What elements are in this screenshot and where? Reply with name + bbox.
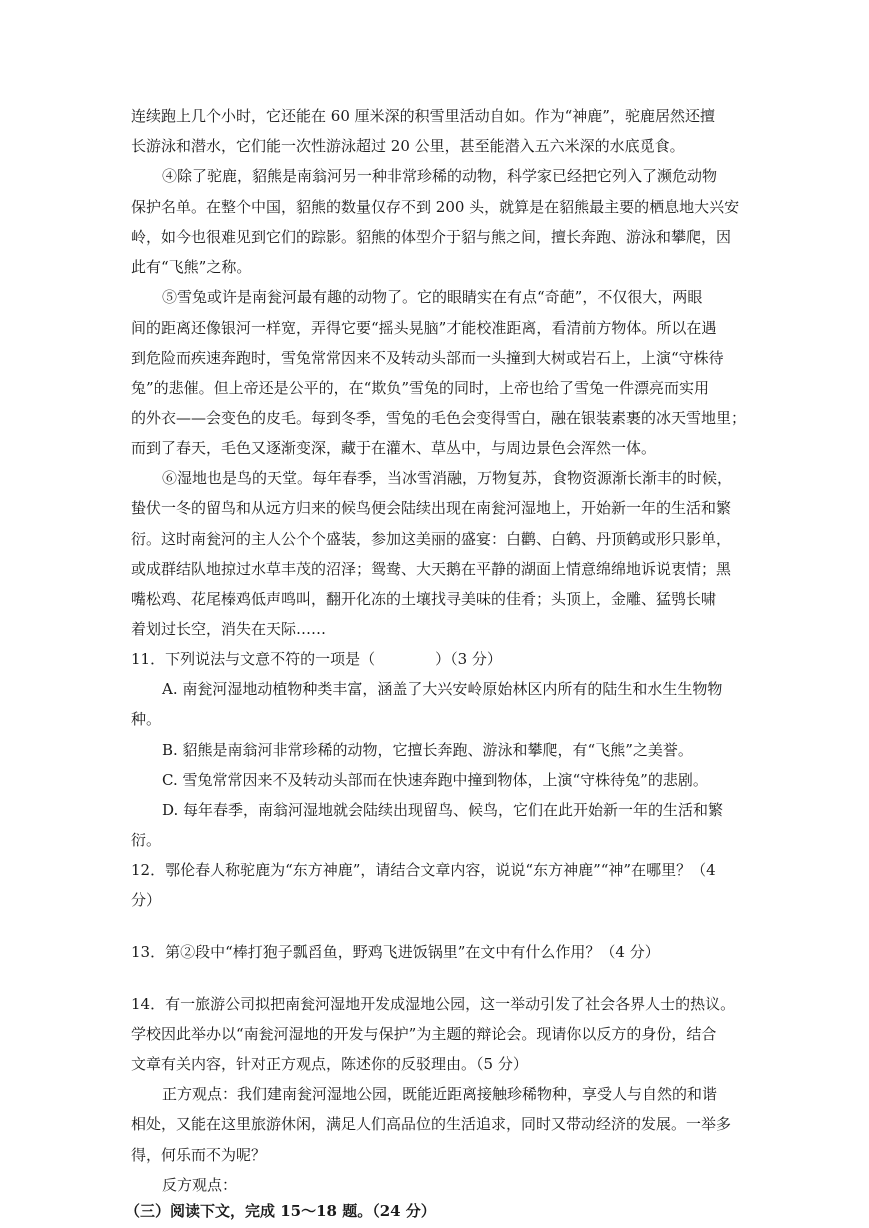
text-line: ⑤雪兔或许是南瓮河最有趣的动物了。它的眼睛实在有点“奇葩”，不仅很大，两眼 [162,288,703,306]
option-b: B. 貂熊是南翁河非常珍稀的动物，它擅长奔跑、游泳和攀爬，有“飞熊”之美誉。 [162,741,693,759]
text-line: 而到了春天，毛色又逐渐变深，藏于在灌木、草丛中，与周边景色会浑然一体。 [131,439,657,457]
option-d-cont: 衍。 [131,831,162,849]
text-line: 蛰伏一冬的留鸟和从远方归来的候鸟便会陆续出现在南瓮河湿地上，开始新一年的生活和繁 [131,499,732,517]
text-line: 的外衣——会变色的皮毛。每到冬季，雪兔的毛色会变得雪白，融在银装素裹的冰天雪地里； [131,409,747,427]
option-a: A. 南瓮河湿地动植物种类丰富，涵盖了大兴安岭原始林区内所有的陆生和水生生物物 [162,680,723,698]
text-line: 嘴松鸡、花尾榛鸡低声鸣叫，翻开化冻的土壤找寻美味的佳肴；头顶上，金雕、猛鸮长啸 [131,590,717,608]
question-14-cont: 学校因此举办以“南瓮河湿地的开发与保护”为主题的辩论会。现请你以反方的身份，结合 [131,1025,717,1043]
question-12-cont: 分） [131,891,162,909]
pro-viewpoint-cont: 相处，又能在这里旅游休闲，满足人们高品位的生活追求，同时又带动经济的发展。一举多 [131,1115,732,1133]
option-d: D. 每年春季，南翁河湿地就会陆续出现留鸟、候鸟，它们在此开始新一年的生活和繁 [162,801,724,819]
con-viewpoint: 反方观点： [162,1176,238,1194]
text-line: 保护名单。在整个中国，貂熊的数量仅存不到 200 头，就算是在貂熊最主要的栖息地大兴安 [131,198,740,216]
option-a-cont: 种。 [131,710,162,728]
question-14: 14．有一旅游公司拟把南瓮河湿地开发成湿地公园，这一举动引发了社会各界人士的热议。 [131,995,736,1013]
pro-viewpoint-cont: 得，何乐而不为呢？ [131,1146,267,1164]
text-line: 衍。这时南瓮河的主人公个个盛装，参加这美丽的盛宴：白鹳、白鹤、丹顶鹤或形只影单， [131,530,732,548]
question-14-cont: 文章有关内容，针对正方观点，陈述你的反驳理由。（5 分） [131,1055,528,1073]
text-line: 着划过长空，消失在天际…… [131,620,327,638]
question-13: 13．第②段中“棒打狍子瓢舀鱼，野鸡飞进饭锅里”在文中有什么作用？（4 分） [131,943,660,961]
pro-viewpoint: 正方观点：我们建南瓮河湿地公园，既能近距离接触珍稀物种，享受人与自然的和谐 [162,1085,718,1103]
question-11: 11．下列说法与文意不符的一项是（ ）（3 分） [131,650,502,668]
text-line: 间的距离还像银河一样宽，弄得它要“摇头晃脑”才能校准距离，看清前方物体。所以在遇 [131,319,717,337]
text-line: 长游泳和潜水，它们能一次性游泳超过 20 公里，甚至能潜入五六米深的水底觅食。 [131,137,685,155]
text-line: 此有“飞熊”之称。 [131,258,252,276]
text-line: ④除了驼鹿，貂熊是南翁河另一种非常珍稀的动物，科学家已经把它列入了濒危动物 [162,167,718,185]
text-line: ⑥湿地也是鸟的天堂。每年春季，当冰雪消融，万物复苏，食物资源渐长渐丰的时候， [162,469,733,487]
option-c: C. 雪兔常常因来不及转动头部而在快速奔跑中撞到物体，上演“守株待兔”的悲剧。 [162,771,708,789]
text-line: 岭，如今也很难见到它们的踪影。貂熊的体型介于貂与熊之间，擅长奔跑、游泳和攀爬，因 [131,228,732,246]
text-line: 连续跑上几个小时，它还能在 60 厘米深的积雪里活动自如。作为“神鹿”，驼鹿居然还擅 [131,107,715,125]
section-heading: （三）阅读下文，完成 15～18 题。（24 分） [125,1202,436,1220]
text-line: 或成群结队地掠过水草丰茂的沼泽；鸳鸯、大天鹅在平静的湖面上情意绵绵地诉说衷情；黑 [131,560,732,578]
text-line: 到危险而疾速奔跑时，雪兔常常因来不及转动头部而一头撞到大树或岩石上，上演“守株待 [131,349,724,367]
question-12: 12．鄂伦春人称驼鹿为“东方神鹿”，请结合文章内容，说说“东方神鹿”“神”在哪里？（4 [131,861,716,879]
text-line: 兔”的悲催。但上帝还是公平的，在“欺负”雪兔的同时，上帝也给了雪兔一件漂亮而实用 [131,379,710,397]
